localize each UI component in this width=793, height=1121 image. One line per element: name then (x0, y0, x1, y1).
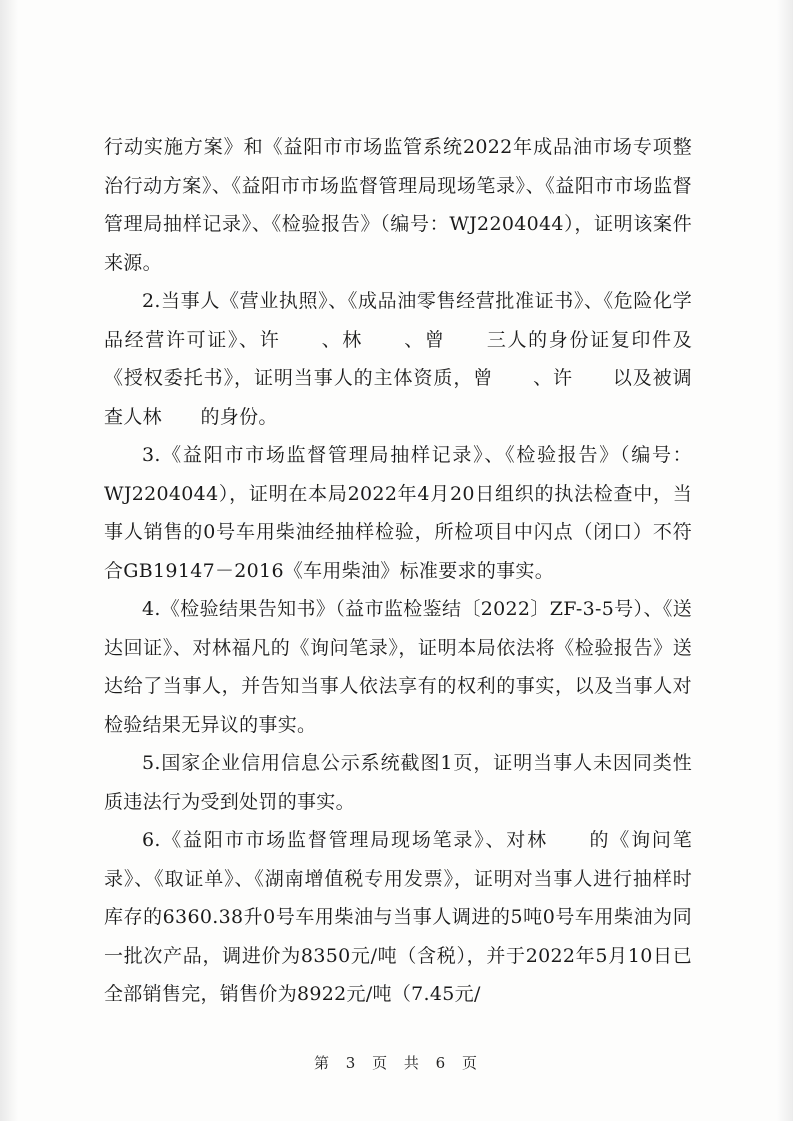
paragraph-evidence-5: 5.国家企业信用信息公示系统截图1页，证明当事人未因同类性质违法行为受到处罚的事实。 (104, 752, 692, 813)
paragraph-continuation: 行动实施方案》和《益阳市市场监管系统2022年成品油市场专项整治行动方案》、《益阳市市场监督管理局现场笔录》、《益阳市市场监督管理局抽样记录》、《检验报告》（编号：WJ2204044），证明该案件来源。 (104, 136, 692, 274)
scan-shadow-left (0, 0, 18, 1121)
paragraph-evidence-2: 2.当事人《营业执照》、《成品油零售经营批准证书》、《危险化学品经营许可证》、许 、林 、曾 三人的身份证复印件及《授权委托书》，证明当事人的主体资质，曾 、许 以及被调查人林 的身份。 (104, 290, 692, 428)
document-body (104, 128, 692, 1014)
paragraph-evidence-3: 3.《益阳市市场监督管理局抽样记录》、《检验报告》（编号：WJ2204044），证明在本局2022年4月20日组织的执法检查中，当事人销售的0号车用柴油经抽样检验，所检项目中闪点（闭口）不符合GB19147－2016《车用柴油》标准要求的事实。 (104, 444, 692, 582)
page-number-footer: 第 3 页 共 6 页 (314, 1054, 479, 1072)
scan-shadow-right (777, 0, 793, 1121)
paragraph-evidence-4: 4.《检验结果告知书》（益市监检鉴结〔2022〕ZF-3-5号）、《送达回证》、对林福凡的《询问笔录》，证明本局依法将《检验报告》送达给了当事人，并告知当事人依法享有的权利的事实，以及当事人对检验结果无异议的事实。 (104, 598, 692, 736)
paragraph-evidence-6: 6.《益阳市市场监督管理局现场笔录》、对林 的《询问笔录》、《取证单》、《湖南增值税专用发票》，证明对当事人进行抽样时库存的6360.38升0号车用柴油与当事人调进的5吨0号车用柴油为同一批次产品，调进价为8350元/吨（含税），并于2022年5月10日已全部销售完，销售价为8922元/吨（7.45元/ (104, 829, 692, 1005)
